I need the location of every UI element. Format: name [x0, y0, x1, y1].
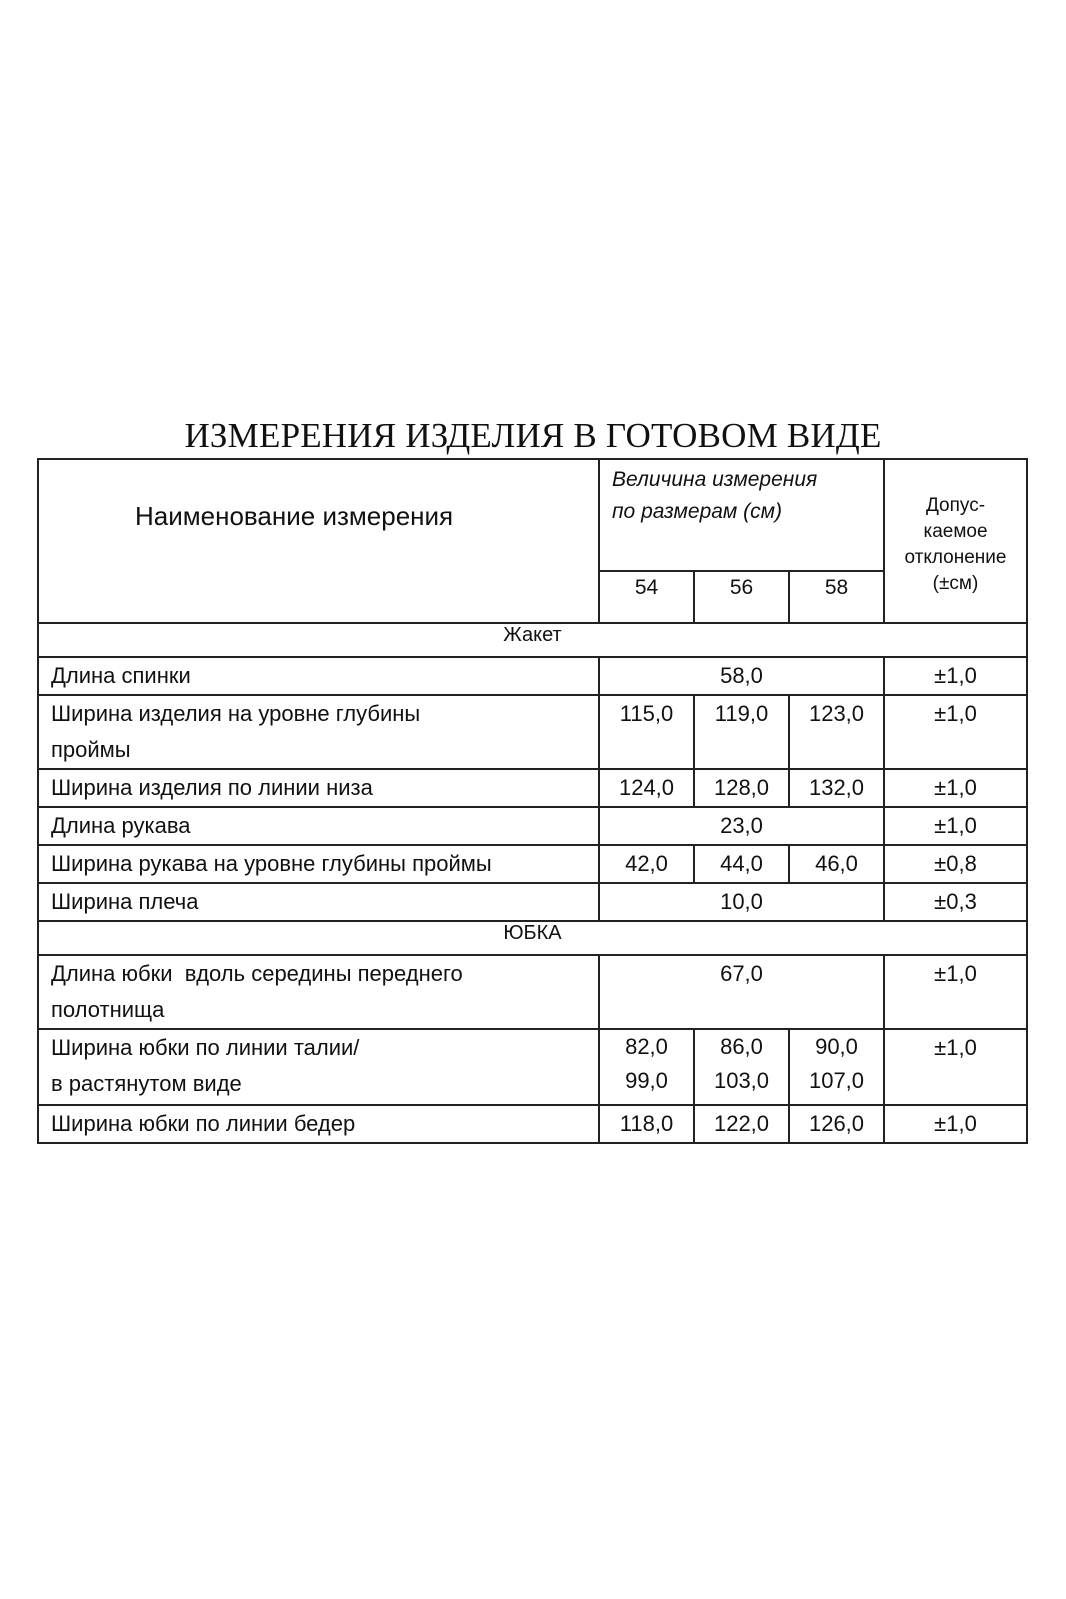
header-tolerance — [884, 459, 1027, 623]
measurement-value-54: 124,0 — [599, 769, 694, 807]
table-row — [38, 1105, 1027, 1143]
value-relaxed: 82,0 — [625, 1034, 668, 1059]
measurement-value-all-sizes: 67,0 — [599, 955, 884, 1029]
measurement-tolerance: ±1,0 — [884, 1105, 1027, 1143]
measurement-name — [38, 695, 599, 769]
table-row — [38, 955, 1027, 1029]
header-size-54: 54 — [599, 571, 694, 623]
value-relaxed: 90,0 — [815, 1034, 858, 1059]
measurement-value-56: 128,0 — [694, 769, 789, 807]
measurement-value-54: 118,0 — [599, 1105, 694, 1143]
measurement-value-54 — [599, 1029, 694, 1105]
header-value-line2: по размерам (см) — [612, 500, 783, 523]
value-relaxed: 86,0 — [720, 1034, 763, 1059]
section-label: ЮБКА — [38, 921, 1027, 955]
measurement-name-line1: Ширина юбки по линии талии/ — [51, 1035, 360, 1060]
header-tol-line1: Допус- — [925, 495, 986, 516]
measurement-name: Длина рукава — [38, 807, 599, 845]
measurement-tolerance: ±1,0 — [884, 807, 1027, 845]
measurement-value-56: 119,0 — [694, 695, 789, 769]
measurement-tolerance: ±1,0 — [884, 955, 1027, 1029]
measurement-value-54: 42,0 — [599, 845, 694, 883]
header-size-56: 56 — [694, 571, 789, 623]
header-value-line1: Величина измерения — [612, 468, 818, 491]
table-row — [38, 769, 1027, 807]
measurement-value-all-sizes: 10,0 — [599, 883, 884, 921]
measurement-name-line2: полотнища — [51, 997, 165, 1022]
table-row — [38, 695, 1027, 769]
value-stretched: 103,0 — [713, 1068, 770, 1093]
measurements-table — [37, 458, 1028, 1144]
measurement-value-58: 126,0 — [789, 1105, 884, 1143]
header-size-58: 58 — [789, 571, 884, 623]
measurement-name-line2: проймы — [51, 737, 131, 762]
section-label: Жакет — [38, 623, 1027, 657]
measurement-value-58: 46,0 — [789, 845, 884, 883]
header-value-by-size — [599, 459, 884, 571]
header-tol-line4: (±см) — [932, 573, 979, 594]
measurement-name — [38, 1029, 599, 1105]
table-row — [38, 845, 1027, 883]
measurement-tolerance: ±0,3 — [884, 883, 1027, 921]
document-title: ИЗМЕРЕНИЯ ИЗДЕЛИЯ В ГОТОВОМ ВИДЕ — [184, 416, 882, 455]
header-tol-line2: каемое — [923, 521, 988, 542]
measurement-value-56: 44,0 — [694, 845, 789, 883]
measurement-tolerance: ±1,0 — [884, 657, 1027, 695]
table-row — [38, 1029, 1027, 1105]
table-row — [38, 807, 1027, 845]
measurement-name-line1: Ширина изделия на уровне глубины — [51, 701, 421, 726]
measurement-name-line2: в растянутом виде — [51, 1071, 242, 1096]
value-stretched: 99,0 — [625, 1068, 668, 1093]
section-row-skirt — [38, 921, 1027, 955]
measurement-value-56 — [694, 1029, 789, 1105]
section-row-jacket — [38, 623, 1027, 657]
measurement-name: Ширина рукава на уровне глубины проймы — [38, 845, 599, 883]
measurement-name-line1: Длина юбки вдоль середины переднего — [51, 961, 463, 986]
table-row — [38, 657, 1027, 695]
header-measurement-name: Наименование измерения — [38, 459, 599, 623]
measurement-name: Ширина изделия по линии низа — [38, 769, 599, 807]
measurement-value-58 — [789, 1029, 884, 1105]
measurement-value-all-sizes: 23,0 — [599, 807, 884, 845]
measurement-value-58: 123,0 — [789, 695, 884, 769]
measurement-tolerance: ±1,0 — [884, 769, 1027, 807]
measurement-name — [38, 955, 599, 1029]
measurement-value-all-sizes: 58,0 — [599, 657, 884, 695]
measurement-value-54: 115,0 — [599, 695, 694, 769]
table-row — [38, 883, 1027, 921]
value-stretched: 107,0 — [808, 1068, 865, 1093]
measurement-name: Ширина плеча — [38, 883, 599, 921]
measurement-tolerance: ±1,0 — [884, 1029, 1027, 1105]
measurement-name: Ширина юбки по линии бедер — [38, 1105, 599, 1143]
measurement-value-56: 122,0 — [694, 1105, 789, 1143]
table-header-row — [38, 459, 1027, 571]
measurement-name: Длина спинки — [38, 657, 599, 695]
header-tol-line3: отклонение — [904, 547, 1007, 568]
measurement-tolerance: ±0,8 — [884, 845, 1027, 883]
measurement-value-58: 132,0 — [789, 769, 884, 807]
measurement-tolerance: ±1,0 — [884, 695, 1027, 769]
